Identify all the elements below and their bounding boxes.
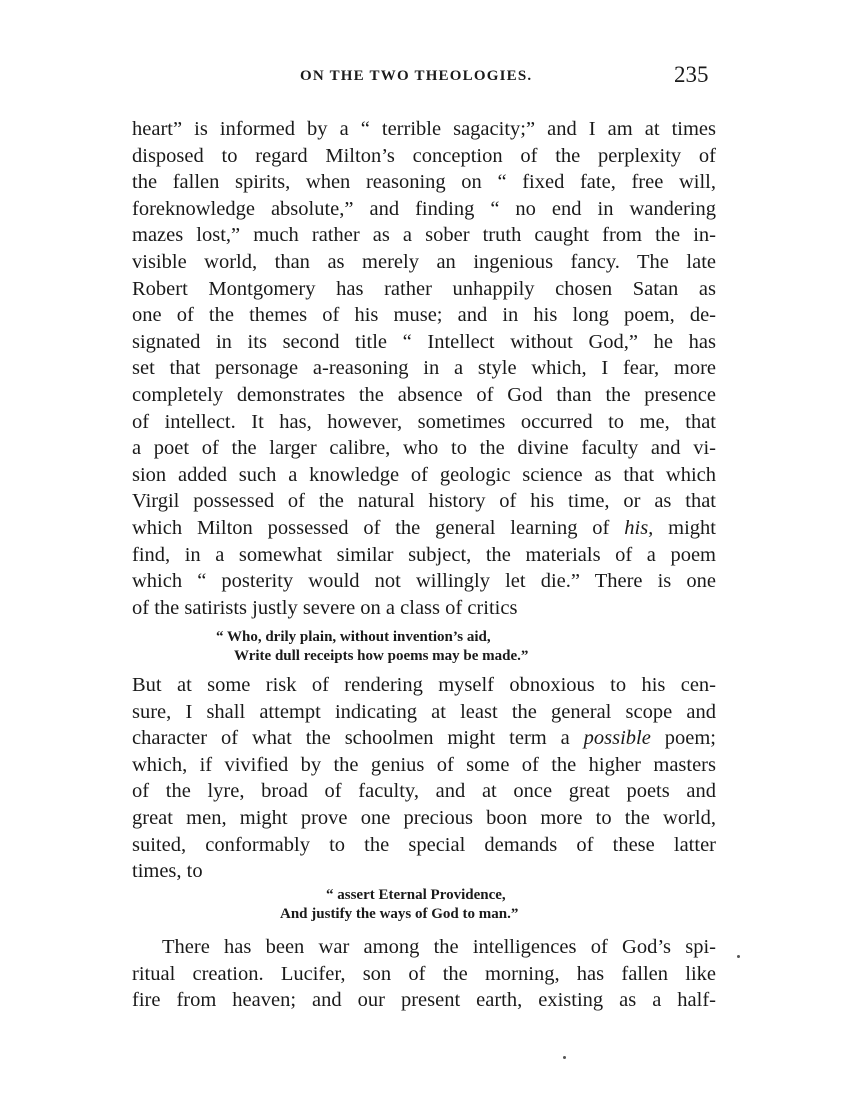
text-line: fire from heaven; and our present earth, existing as a half- <box>132 989 716 1012</box>
paragraph-2 <box>132 672 716 885</box>
text-segment: character of what the schoolmen might term a <box>132 727 570 750</box>
verse-line: “ Who, drily plain, without invention’s aid, <box>216 629 491 645</box>
text-line: visible world, than as merely an ingenious fancy. The late <box>132 250 716 273</box>
text-segment: might <box>653 516 716 539</box>
text-line: foreknowledge absolute,” and finding “ no end in wandering <box>132 197 716 220</box>
verse-quote-1 <box>216 628 528 666</box>
paragraph-1 <box>132 116 716 621</box>
verse-line: And justify the ways of God to man.” <box>280 906 519 922</box>
text-line: the fallen spirits, when reasoning on “ fixed fate, free will, <box>132 171 716 194</box>
verse-line: “ assert Eternal Providence, <box>326 887 506 903</box>
text-line: a poet of the larger calibre, who to the divine faculty and vi- <box>132 437 716 460</box>
paragraph-3 <box>132 934 716 1014</box>
text-line: find, in a somewhat similar subject, the materials of a poem <box>132 543 716 566</box>
text-line: of the satirists justly severe on a class of critics <box>132 596 518 619</box>
text-segment: which Milton possessed of the general learning of <box>132 516 610 539</box>
text-line: But at some risk of rendering myself obnoxious to his cen- <box>132 674 716 696</box>
verse-quote-2 <box>280 886 518 924</box>
text-line-with-italic <box>132 725 716 752</box>
text-line: Virgil possessed of the natural history of his time, or as that <box>132 490 716 513</box>
text-line: signated in its second title “ Intellect without God,” he has <box>132 330 716 353</box>
text-line: sure, I shall attempt indicating at least the general scope and <box>132 700 716 723</box>
text-line: heart” is informed by a “ terrible sagacity;” and I am at times <box>132 118 716 140</box>
italic-word: possible <box>583 727 651 750</box>
text-line: which, if vivified by the genius of some of the higher masters <box>132 753 716 776</box>
text-line: ritual creation. Lucifer, son of the morning, has fallen like <box>132 962 716 985</box>
text-line: which “ posterity would not willingly let die.” There is one <box>132 570 716 593</box>
text-line-with-italic <box>132 515 716 542</box>
running-head: ON THE TWO THEOLOGIES. <box>300 68 533 84</box>
text-line: great men, might prove one precious boon more to the world, <box>132 806 716 829</box>
ink-speck <box>737 955 740 958</box>
text-line: Robert Montgomery has rather unhappily chosen Satan as <box>132 277 716 300</box>
text-line: disposed to regard Milton’s conception of the perplexity of <box>132 144 716 167</box>
italic-word: his, <box>624 516 654 539</box>
text-segment: poem; <box>650 727 716 750</box>
text-line: times, to <box>132 860 203 883</box>
text-line: of the lyre, broad of faculty, and at once great poets and <box>132 780 716 803</box>
text-line: one of the themes of his muse; and in his long poem, de- <box>132 304 716 327</box>
ink-speck <box>563 1056 566 1059</box>
page-number: 235 <box>674 62 709 87</box>
text-line: There has been war among the intelligences of God’s spi- <box>162 936 716 958</box>
text-line: suited, conformably to the special demands of these latter <box>132 833 716 856</box>
text-line: of intellect. It has, however, sometimes occurred to me, that <box>132 410 716 433</box>
verse-line: Write dull receipts how poems may be made.” <box>234 648 529 664</box>
text-line: completely demonstrates the absence of God than the presence <box>132 383 716 406</box>
text-line: mazes lost,” much rather as a sober truth caught from the in- <box>132 224 716 247</box>
text-line: sion added such a knowledge of geologic science as that which <box>132 463 716 486</box>
text-line: set that personage a-reasoning in a style which, I fear, more <box>132 357 716 380</box>
